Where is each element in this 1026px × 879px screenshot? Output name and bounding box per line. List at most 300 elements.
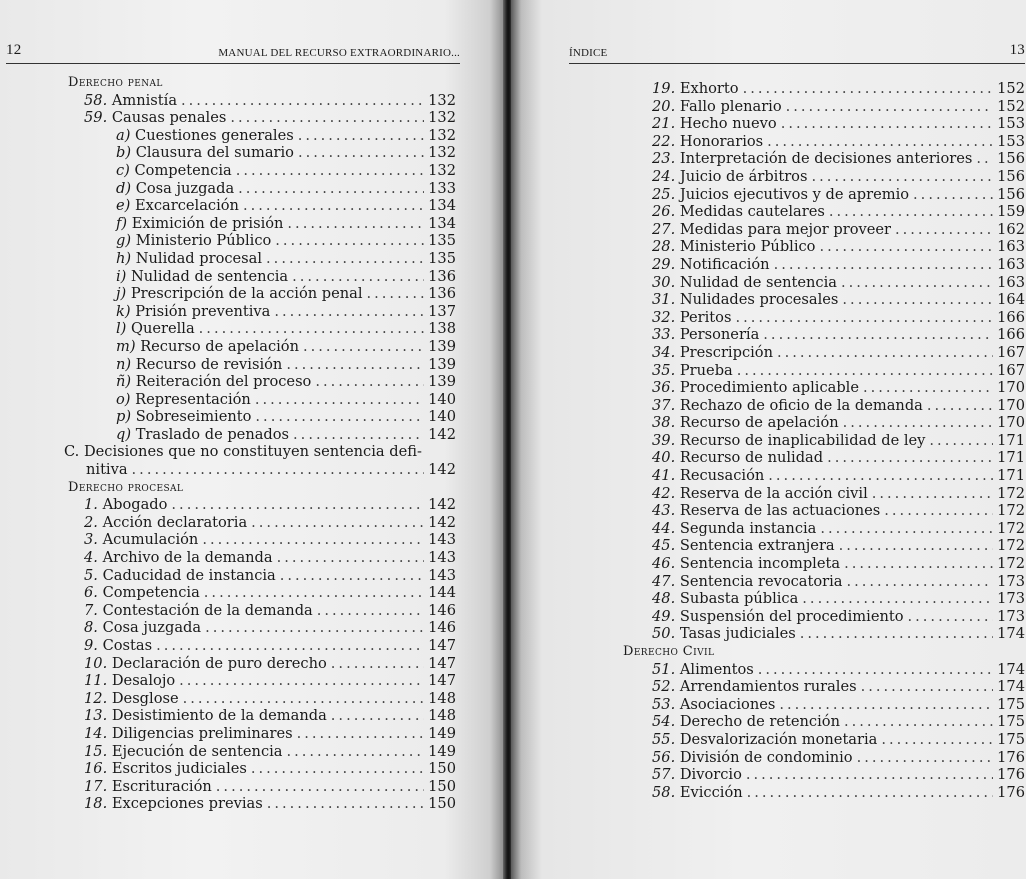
entry-number: 10.	[84, 654, 108, 672]
toc-entry	[628, 696, 1025, 714]
entry-number: 4.	[84, 549, 98, 567]
entry-text	[116, 391, 251, 409]
entry-label: Procedimiento aplicable	[679, 379, 859, 397]
entry-label: Ejecución de sentencia	[111, 742, 283, 760]
leader-dots	[293, 426, 424, 444]
entry-text	[84, 584, 200, 602]
entry-page: 173	[997, 607, 1025, 625]
leader-dots	[202, 531, 424, 549]
entry-page: 175	[997, 730, 1025, 748]
toc-entry	[60, 549, 456, 567]
entry-label: Diligencias preliminares	[111, 724, 293, 742]
entry-page: 172	[997, 537, 1025, 555]
entry-text	[84, 514, 247, 532]
toc-entry	[628, 80, 1025, 98]
leader-dots	[884, 502, 993, 520]
entry-number: 45.	[652, 537, 676, 555]
entry-page: 148	[428, 707, 456, 725]
leader-dots	[908, 608, 994, 626]
entry-page: 143	[428, 566, 456, 584]
entry-label: Prescripción de la acción penal	[130, 285, 363, 303]
leader-dots	[881, 731, 993, 749]
leader-dots	[913, 186, 993, 204]
leader-dots	[199, 320, 424, 338]
entry-page: 147	[428, 637, 456, 654]
entry-label: Arrendamientos rurales	[679, 678, 857, 696]
entry-text	[116, 408, 251, 426]
entry-label: Nulidades procesales	[679, 291, 839, 309]
toc-right	[623, 80, 1025, 801]
entry-label: Representación	[135, 390, 251, 408]
entry-page: 163	[997, 273, 1025, 291]
entry-number: 20.	[652, 97, 676, 115]
toc-entry	[628, 573, 1025, 591]
entry-text	[84, 496, 167, 514]
entry-number: 43.	[652, 502, 676, 520]
entry-text	[116, 268, 288, 286]
entry-text	[84, 672, 175, 690]
entry-text	[84, 707, 327, 725]
entry-number: 14.	[84, 724, 108, 742]
toc-entry	[60, 320, 456, 338]
entry-number: a)	[116, 126, 131, 144]
entry-label: Exhorto	[679, 80, 739, 97]
entry-text	[652, 221, 891, 239]
entry-label: Prescripción	[679, 343, 773, 361]
entry-number: 30.	[652, 273, 676, 291]
leader-dots	[802, 590, 993, 608]
entry-page: 150	[428, 777, 456, 795]
entry-text	[652, 80, 739, 98]
entry-page: 139	[428, 373, 456, 391]
toc-entry	[60, 795, 456, 813]
toc-entry	[60, 426, 456, 444]
entry-label: División de condominio	[679, 748, 853, 766]
entry-label: Desglose	[111, 689, 179, 707]
leader-dots	[781, 115, 993, 133]
entry-page: 170	[997, 414, 1025, 432]
toc-entry	[60, 760, 456, 778]
entry-number: 19.	[652, 80, 676, 97]
entry-page: 139	[428, 337, 456, 355]
entry-number: 12.	[84, 689, 108, 707]
leader-dots	[274, 303, 424, 321]
toc-entry	[60, 514, 456, 532]
entry-label: Recurso de nulidad	[679, 449, 824, 467]
entry-page: 159	[997, 203, 1025, 221]
entry-text	[652, 344, 773, 362]
entry-text	[116, 338, 299, 356]
entry-label: Desvalorización monetaria	[679, 730, 878, 748]
entry-page: 138	[428, 320, 456, 338]
toc-entry	[628, 168, 1025, 186]
leader-dots	[843, 414, 994, 432]
entry-number: 26.	[652, 203, 676, 221]
leader-dots	[857, 749, 994, 767]
entry-page: 172	[997, 555, 1025, 573]
leader-dots	[243, 197, 424, 215]
entry-label: Escrituración	[111, 777, 212, 795]
entry-text	[116, 250, 262, 268]
leader-dots	[746, 766, 993, 784]
entry-page: 170	[997, 396, 1025, 414]
entry-text	[84, 531, 198, 549]
entry-text	[652, 731, 877, 749]
entry-label: Decisiones que no constituyen sentencia defi-	[83, 443, 422, 461]
leader-dots	[292, 268, 424, 286]
entry-number: o)	[116, 390, 131, 408]
toc-entry	[628, 133, 1025, 151]
toc-entry	[628, 98, 1025, 116]
entry-page: 139	[428, 355, 456, 373]
entry-text	[84, 778, 212, 796]
leader-dots	[287, 743, 425, 761]
entry-page: 153	[997, 115, 1025, 133]
entry-label: Prisión preventiva	[135, 302, 271, 320]
leader-dots	[829, 203, 993, 221]
toc-entry	[60, 602, 456, 620]
entry-label: Reserva de las actuaciones	[679, 502, 881, 520]
running-title: MANUAL DEL RECURSO EXTRAORDINARIO...	[218, 47, 460, 59]
entry-number: 6.	[84, 584, 98, 602]
entry-number: c)	[116, 161, 130, 179]
entry-text	[652, 115, 777, 133]
entry-label: Recurso de revisión	[135, 355, 283, 373]
entry-page: 132	[428, 91, 456, 109]
entry-text	[652, 238, 815, 256]
entry-number: p)	[116, 408, 132, 426]
entry-text	[652, 625, 796, 643]
entry-label: Peritos	[679, 308, 732, 326]
leader-dots	[895, 221, 993, 239]
toc-entry	[60, 197, 456, 215]
toc-entry	[628, 608, 1025, 626]
leader-dots	[927, 397, 993, 415]
entry-label: Clausura del sumario	[135, 144, 294, 162]
entry-page: 146	[428, 601, 456, 619]
toc-entry	[628, 590, 1025, 608]
leader-dots	[205, 619, 424, 637]
toc-left	[60, 74, 456, 813]
entry-label: Contestación de la demanda	[102, 601, 313, 619]
entry-label: Fallo plenario	[679, 97, 782, 115]
leader-dots	[277, 549, 425, 567]
entry-page: 174	[997, 678, 1025, 696]
entry-label: Interpretación de decisiones anteriores	[679, 150, 973, 168]
entry-label: Sentencia incompleta	[679, 555, 841, 573]
leader-dots	[777, 344, 993, 362]
entry-number: 22.	[652, 132, 676, 150]
running-head-right	[569, 41, 1025, 64]
entry-text	[84, 567, 276, 585]
toc-entry	[60, 743, 456, 761]
entry-page: 167	[997, 343, 1025, 361]
toc-entry	[628, 678, 1025, 696]
entry-page: 175	[997, 713, 1025, 731]
entry-label: Caducidad de instancia	[102, 566, 276, 584]
leader-dots	[267, 795, 424, 813]
leader-dots	[820, 520, 993, 538]
entry-label: Escritos judiciales	[111, 760, 247, 778]
entry-text	[84, 602, 313, 620]
toc-entry	[628, 150, 1025, 168]
leader-dots	[275, 232, 424, 250]
entry-number: 31.	[652, 291, 676, 309]
entry-text	[84, 743, 283, 761]
entry-page: 132	[428, 109, 456, 127]
entry-number: 53.	[652, 695, 676, 713]
leader-dots	[331, 707, 424, 725]
entry-label: Nulidad de sentencia	[679, 273, 837, 291]
toc-entry	[60, 303, 456, 321]
entry-page: 149	[428, 742, 456, 760]
toc-entry	[628, 291, 1025, 309]
toc-entry	[60, 672, 456, 690]
leader-dots	[255, 408, 424, 426]
entry-text	[84, 109, 226, 127]
entry-number: 7.	[84, 601, 98, 619]
entry-page: 174	[997, 660, 1025, 678]
entry-number: 56.	[652, 748, 676, 766]
leader-dots	[331, 655, 424, 673]
toc-entry	[60, 215, 456, 233]
toc-entry	[60, 567, 456, 585]
entry-label: Sobreseimiento	[135, 408, 252, 426]
entry-page: 152	[997, 80, 1025, 97]
entry-label: Ministerio Público	[679, 238, 816, 256]
entry-page: 136	[428, 285, 456, 303]
entry-text	[652, 379, 859, 397]
entry-number: 29.	[652, 255, 676, 273]
leader-dots	[298, 144, 424, 162]
leader-dots	[179, 672, 424, 690]
entry-page: 140	[428, 408, 456, 426]
entry-label: Honorarios	[679, 132, 764, 150]
leader-dots	[758, 661, 993, 679]
entry-number: 13.	[84, 707, 108, 725]
toc-entry	[60, 690, 456, 708]
entry-number: j)	[116, 285, 127, 303]
entry-text	[652, 168, 807, 186]
entry-number: l)	[116, 320, 127, 338]
section-heading-derecho-penal: Derecho penal	[68, 75, 163, 90]
entry-text	[84, 795, 263, 813]
entry-label: Tasas judiciales	[679, 625, 796, 643]
entry-label: Divorcio	[679, 766, 742, 784]
leader-dots	[287, 215, 424, 233]
leader-dots	[280, 567, 424, 585]
entry-number: f)	[116, 214, 128, 232]
left-page	[0, 0, 505, 879]
entry-number: i)	[116, 267, 127, 285]
entry-number: 11.	[84, 672, 108, 690]
entry-page: 166	[997, 326, 1025, 344]
toc-entry	[60, 109, 456, 127]
toc-entry	[628, 661, 1025, 679]
entry-text	[652, 713, 840, 731]
entry-number: 3.	[84, 531, 98, 549]
toc-entry	[628, 485, 1025, 503]
entry-page: 175	[997, 695, 1025, 713]
entry-page: 132	[428, 144, 456, 162]
entry-label: Reiteración del proceso	[135, 373, 312, 391]
toc-entry	[60, 180, 456, 198]
entry-page: 163	[997, 238, 1025, 256]
entry-number: ñ)	[116, 373, 132, 391]
entry-text	[652, 661, 754, 679]
entry-label: Sentencia extranjera	[679, 537, 835, 555]
entry-number: 58.	[652, 783, 676, 801]
entry-number: 59.	[84, 109, 108, 127]
entry-page: 153	[997, 132, 1025, 150]
entry-page: 132	[428, 161, 456, 179]
toc-entry-c	[60, 443, 456, 478]
entry-number: 2.	[84, 513, 98, 531]
entry-number: m)	[116, 337, 136, 355]
entry-number: 18.	[84, 795, 108, 813]
entry-number: 34.	[652, 343, 676, 361]
leader-dots	[230, 109, 424, 127]
entry-page: 133	[428, 179, 456, 197]
entry-label: Archivo de la demanda	[102, 549, 273, 567]
leader-dots	[743, 80, 994, 98]
entry-label: Recusación	[679, 467, 765, 485]
entry-label: Juicios ejecutivos y de apremio	[679, 185, 910, 203]
toc-entry	[60, 162, 456, 180]
entry-label: Costas	[102, 637, 153, 654]
entry-text	[652, 696, 775, 714]
entry-text	[652, 291, 838, 309]
entry-number: 37.	[652, 396, 676, 414]
leader-dots	[844, 713, 993, 731]
leader-dots	[132, 461, 425, 479]
entry-text	[652, 150, 972, 168]
leader-dots	[204, 584, 424, 602]
entry-text	[652, 749, 853, 767]
toc-entry	[60, 496, 456, 514]
entry-page: 156	[997, 150, 1025, 168]
entry-text	[652, 274, 837, 292]
entry-text	[652, 784, 743, 802]
leader-dots	[251, 514, 424, 532]
leader-dots	[735, 309, 993, 327]
toc-entry	[628, 449, 1025, 467]
entry-number: 8.	[84, 619, 98, 637]
entry-page: 143	[428, 549, 456, 567]
leader-dots	[763, 326, 993, 344]
entry-label: Suspensión del procedimiento	[679, 607, 904, 625]
entry-number: 21.	[652, 115, 676, 133]
entry-page: 173	[997, 572, 1025, 590]
entry-number: 50.	[652, 625, 676, 643]
entry-label: Traslado de penados	[135, 425, 290, 443]
entry-text	[116, 197, 239, 215]
entry-text	[652, 449, 823, 467]
entry-label: Cosa juzgada	[102, 619, 202, 637]
entry-page: 148	[428, 689, 456, 707]
entry-page: 147	[428, 672, 456, 690]
entry-text	[652, 590, 798, 608]
entry-label-cont: nitiva	[86, 461, 128, 479]
entry-label: Nulidad procesal	[135, 249, 263, 267]
toc-entry	[60, 584, 456, 602]
entry-number: 15.	[84, 742, 108, 760]
entry-label: Desistimiento de la demanda	[111, 707, 327, 725]
entry-label: Rechazo de oficio de la demanda	[679, 396, 923, 414]
leader-dots	[171, 496, 424, 514]
entry-text	[652, 98, 782, 116]
leader-dots	[861, 678, 994, 696]
entry-text	[116, 180, 234, 198]
entry-page: 135	[428, 232, 456, 250]
leader-dots	[929, 432, 993, 450]
entry-text	[652, 678, 857, 696]
entry-page: 172	[997, 484, 1025, 502]
entry-number: 46.	[652, 555, 676, 573]
entry-page: 142	[428, 496, 456, 514]
leader-dots	[844, 555, 993, 573]
leader-dots	[872, 485, 993, 503]
leader-dots	[181, 92, 424, 110]
toc-entry	[60, 725, 456, 743]
toc-entry	[628, 432, 1025, 450]
toc-entry	[628, 520, 1025, 538]
entry-text	[652, 186, 909, 204]
section-heading-derecho-procesal: Derecho procesal	[68, 479, 184, 495]
leader-dots	[297, 725, 425, 743]
entry-label: Acción declaratoria	[102, 513, 248, 531]
entry-text	[652, 502, 880, 520]
entry-page: 172	[997, 519, 1025, 537]
leader-dots	[863, 379, 993, 397]
entry-number: 9.	[84, 637, 98, 654]
entry-page: 134	[428, 197, 456, 215]
entry-label: Sentencia revocatoria	[679, 572, 843, 590]
leader-dots	[266, 250, 424, 268]
entry-page: 142	[428, 425, 456, 443]
leader-dots	[236, 162, 424, 180]
entry-page: 173	[997, 590, 1025, 608]
entry-page: 164	[997, 291, 1025, 309]
toc-entry	[628, 362, 1025, 380]
entry-text	[84, 760, 247, 778]
entry-text	[652, 414, 839, 432]
toc-entry	[60, 250, 456, 268]
entry-page: 147	[428, 654, 456, 672]
entry-label: Prueba	[679, 361, 733, 379]
entry-number: 1.	[84, 496, 98, 514]
entry-label: Excepciones previas	[111, 795, 263, 813]
toc-entry	[628, 784, 1025, 802]
page-number: 13	[1009, 42, 1025, 58]
entry-label: Cuestiones generales	[135, 126, 294, 144]
entry-text	[652, 397, 923, 415]
entry-label: Recurso de inaplicabilidad de ley	[679, 431, 926, 449]
toc-entry	[60, 619, 456, 637]
toc-entry	[628, 221, 1025, 239]
toc-entry	[60, 391, 456, 409]
leader-dots	[286, 356, 424, 374]
leader-dots	[156, 637, 424, 655]
leader-dots	[774, 256, 994, 274]
entry-page: 162	[997, 220, 1025, 238]
entry-label: Alimentos	[679, 660, 754, 678]
running-title: ÍNDICE	[569, 47, 608, 59]
entry-label: Juicio de árbitros	[679, 167, 808, 185]
toc-entry	[60, 531, 456, 549]
entry-number: 58.	[84, 91, 108, 109]
entry-number: 48.	[652, 590, 676, 608]
